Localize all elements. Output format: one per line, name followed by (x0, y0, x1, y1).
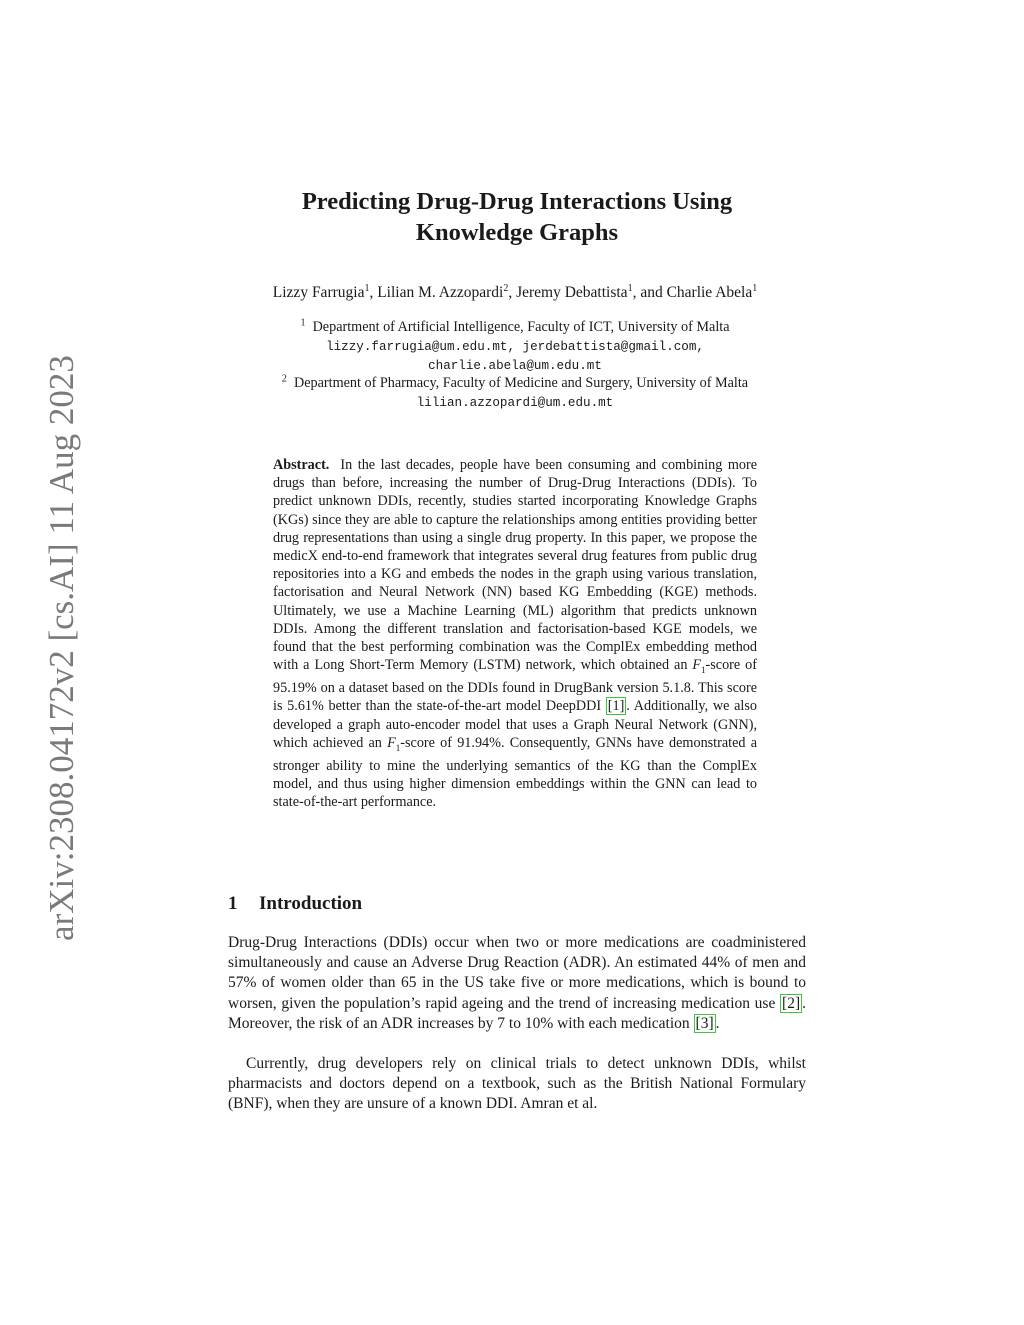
abstract-text: -score of 91.94%. Consequently, GNNs have demonstrated a stronger ability to mine the underlying semantics of the KG than the ComplEx model, and thus using higher dimension embeddings within the GNN can lead to state-of-the-art performance. (273, 734, 757, 811)
author-affiliation-mark: 1 (364, 282, 370, 294)
affiliation-mark: 2 (281, 373, 287, 385)
author-name: Lizzy Farrugia (272, 284, 365, 301)
title-line-2: Knowledge Graphs (415, 219, 619, 246)
author-affiliation-mark: 2 (503, 282, 509, 294)
intro-paragraph-1 (228, 933, 806, 1034)
paragraph-text: . Moreover, the risk of an ADR increases by 7 to 10% with each medication (228, 994, 806, 1032)
abstract-text: . Additionally, we also developed a graph auto-encoder model that uses a Graph Neural Network (GNN), which achieved an (273, 698, 757, 751)
abstract (273, 456, 757, 812)
abstract-label: Abstract. (273, 457, 330, 473)
abstract-text: -score of 95.19% on a dataset based on the DDIs found in DrugBank version 5.1.8. This score is 5.61% better than the state-of-the-art model DeepDDI (273, 657, 757, 715)
affiliation-1 (200, 318, 830, 337)
author-name: , and Charlie Abela (632, 284, 753, 301)
author-name: , Jeremy Debattista (508, 284, 628, 301)
author-name: , Lilian M. Azzopardi (369, 284, 504, 301)
intro-paragraph-2: Currently, drug developers rely on clinical trials to detect unknown DDIs, whilst pharmacists and doctors depend on a textbook, such as the British National Formulary (BNF), when they are unsure of a known DDI. Amran et al. (228, 1055, 806, 1113)
affiliation-text: Department of Artificial Intelligence, Faculty of ICT, University of Malta (312, 319, 730, 335)
f1-subscript: 1 (701, 665, 706, 676)
affiliation-mark: 1 (300, 317, 306, 329)
citation-link[interactable]: [2] (782, 994, 801, 1012)
paper-title (228, 186, 806, 248)
affiliation-text: Department of Pharmacy, Faculty of Medicine and Surgery, University of Malta (293, 375, 749, 391)
author-affiliation-mark: 1 (627, 282, 633, 294)
arxiv-identifier: arXiv:2308.04172v2 [cs.AI] 11 Aug 2023 (42, 355, 81, 941)
citation-link[interactable]: [3] (695, 1014, 714, 1032)
paragraph-text: . (715, 1014, 720, 1032)
author-list (200, 282, 830, 304)
f1-symbol: F (692, 657, 702, 674)
f1-subscript: 1 (395, 742, 401, 753)
affiliation-2-email: lilian.azzopardi@um.edu.mt (416, 396, 614, 410)
section-title: Introduction (259, 893, 363, 914)
title-line-1: Predicting Drug-Drug Interactions Using (301, 188, 733, 215)
affiliation-1-email-2: charlie.abela@um.edu.mt (428, 359, 602, 373)
section-number: 1 (228, 893, 238, 914)
author-affiliation-mark: 1 (752, 282, 758, 294)
abstract-text: In the last decades, people have been consuming and combining more drugs than before, increasing the number of Drug-Drug Interactions (DDIs). To predict unknown DDIs, recently, studies started incorporating Knowledge Graphs (KGs) since they are able to capture the relationships among entities providing better drug representations than using a single drug property. In this paper, we propose the medicX end-to-end framework that integrates several drug features from public drug repositories into a KG and embeds the nodes in the graph using various translation, factorisation and Neural Network (NN) based KG Embedding (KGE) methods. Ultimately, we use a Machine Learning (ML) algorithm that predicts unknown DDIs. Among the different translation and factorisation-based KGE models, we found that the best performing combination was the ComplEx embedding method with a Long Short-Term Memory (LSTM) network, which obtained an (273, 457, 758, 674)
paragraph-text: Drug-Drug Interactions (DDIs) occur when two or more medications are coadministered simultaneously and cause an Adverse Drug Reaction (ADR). An estimated 44% of men and 57% of women older than 65 in the US take five or more medications, which is bound to worsen, given the population’s rapid ageing and the trend of increasing medication use (228, 934, 806, 1012)
affiliation-1-emails: lizzy.farrugia@um.edu.mt, jerdebattista@gmail.com, (326, 340, 704, 354)
f1-symbol: F (387, 734, 396, 751)
citation-link[interactable]: [1] (607, 698, 625, 715)
affiliation-2 (200, 374, 830, 393)
section-heading (228, 890, 362, 918)
